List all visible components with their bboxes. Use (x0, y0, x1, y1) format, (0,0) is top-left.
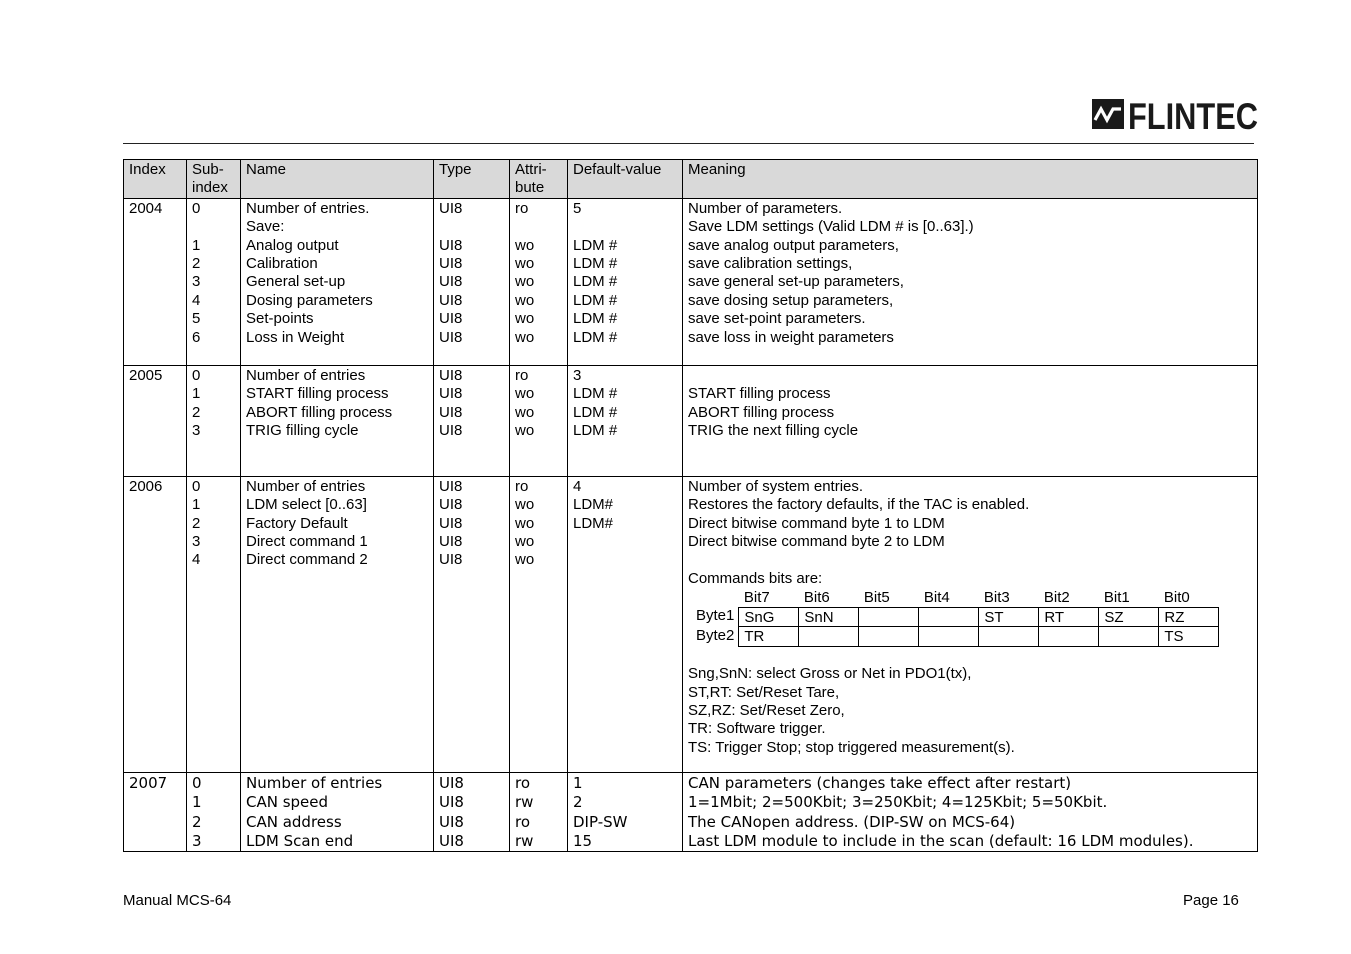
bit-header: Bit0 (1163, 589, 1190, 607)
subindex-value: 2 (192, 514, 201, 532)
type-value: UI8 (439, 533, 463, 551)
name-cell (241, 365, 434, 476)
attribute-value: wo (515, 291, 535, 309)
bit-header: Bit7 (743, 589, 770, 607)
type-value: UI8 (439, 366, 463, 384)
bit-cell: ST (979, 607, 1039, 627)
type-value: UI8 (439, 199, 463, 217)
name-value: TRIG filling cycle (246, 422, 359, 440)
type-value: UI8 (439, 291, 463, 309)
type-value: UI8 (439, 403, 463, 421)
name-value: LDM Scan end (246, 832, 354, 851)
default-value: 4 (573, 477, 582, 495)
attribute-value: wo (515, 514, 535, 532)
bit-cell: TS (1159, 627, 1219, 647)
bit-cell (919, 607, 979, 627)
default-value: LDM # (573, 291, 618, 309)
bit-header: Bit6 (803, 589, 830, 607)
index-value: 2005 (129, 366, 163, 384)
type-cell (434, 198, 510, 365)
flintec-logo (1092, 96, 1258, 137)
meaning-line: TR: Software trigger. (688, 720, 826, 738)
bit-cell (859, 607, 919, 627)
name-value: Number of entries (246, 773, 383, 792)
name-value: Save: (246, 218, 285, 236)
default-value: 2 (573, 793, 583, 812)
name-value: Direct command 2 (246, 551, 368, 569)
name-value: LDM select [0..63] (246, 496, 367, 514)
bit-cell (1039, 627, 1099, 647)
type-value: UI8 (439, 551, 463, 569)
type-value (439, 218, 504, 236)
table-header-row (124, 160, 1258, 199)
subindex-value: 2 (192, 255, 201, 273)
subindex-value: 1 (192, 496, 201, 514)
meaning-cell (683, 476, 1258, 772)
meaning-line: START filling process (688, 385, 831, 403)
bit-cell (919, 627, 979, 647)
index-value: 2007 (129, 773, 168, 792)
attribute-value: ro (515, 773, 531, 792)
subindex-value: 3 (192, 422, 201, 440)
bit-cell: RT (1039, 607, 1099, 627)
type-value: UI8 (439, 273, 463, 291)
subindex-value: 2 (192, 812, 202, 831)
subindex-value: 4 (192, 291, 201, 309)
subindex-value: 4 (192, 551, 201, 569)
name-value: Dosing parameters (246, 291, 373, 309)
bit-cell (1099, 627, 1159, 647)
header-type-text: Type (439, 161, 472, 178)
meaning-line (688, 367, 1252, 385)
index-value: 2004 (129, 199, 163, 217)
bit-cell: SnN (799, 607, 859, 627)
type-value: UI8 (439, 477, 463, 495)
attribute-cell (510, 772, 568, 852)
name-value: Number of entries. (246, 199, 370, 217)
bit-header: Bit1 (1103, 589, 1130, 607)
meaning-line: CAN parameters (changes take effect after restart) (688, 773, 1072, 792)
name-value: Number of entries (246, 477, 366, 495)
type-value: UI8 (439, 385, 463, 403)
meaning-line: Last LDM module to include in the scan (default: 16 LDM modules). (688, 832, 1194, 851)
default-value: LDM # (573, 385, 618, 403)
bit-cell (979, 627, 1039, 647)
meaning-line: Sng,SnN: select Gross or Net in PDO1(tx), (688, 665, 972, 683)
subindex-cell (187, 772, 241, 852)
meaning-cell (683, 198, 1258, 365)
meaning-line: save calibration settings, (688, 255, 853, 273)
meaning-line: Number of parameters. (688, 199, 843, 217)
default-value: LDM# (573, 514, 614, 532)
default-value: 3 (573, 366, 582, 384)
attribute-value: rw (515, 793, 534, 812)
header-attribute-text: Attri- (515, 161, 547, 178)
subindex-value: 1 (192, 236, 201, 254)
meaning-line: 1=1Mbit; 2=500Kbit; 3=250Kbit; 4=125Kbit; 5=50Kbit. (688, 793, 1108, 812)
byte-label: Byte1 (696, 607, 735, 625)
type-value: UI8 (439, 496, 463, 514)
attribute-value: wo (515, 310, 535, 328)
type-cell (434, 476, 510, 772)
name-value: Calibration (246, 255, 318, 273)
header-subindex-text: index (192, 179, 228, 197)
byte-label: Byte2 (696, 626, 735, 644)
name-cell (241, 476, 434, 772)
bit-cell: TR (739, 627, 799, 647)
attribute-value: wo (515, 273, 535, 291)
bits-row-byte1 (692, 607, 1219, 627)
name-value: Factory Default (246, 514, 348, 532)
bit-cell: RZ (1159, 607, 1219, 627)
meaning-line: Direct bitwise command byte 2 to LDM (688, 533, 945, 551)
attribute-value: ro (515, 477, 529, 495)
attribute-cell (510, 476, 568, 772)
default-value: LDM # (573, 273, 618, 291)
bit-cell (859, 627, 919, 647)
bit-cell (799, 627, 859, 647)
bit-header: Bit2 (1043, 589, 1070, 607)
attribute-value: wo (515, 328, 535, 346)
subindex-value: 3 (192, 832, 202, 851)
type-value: UI8 (439, 310, 463, 328)
type-value: UI8 (439, 832, 464, 851)
header-type (434, 160, 510, 199)
subindex-value: 1 (192, 385, 201, 403)
meaning-line (688, 551, 1252, 569)
bit-header: Bit5 (863, 589, 890, 607)
meaning-line: save loss in weight parameters (688, 328, 894, 346)
index-value: 2006 (129, 477, 163, 495)
meaning-cell (683, 365, 1258, 476)
type-value: UI8 (439, 255, 463, 273)
attribute-value: wo (515, 403, 535, 421)
meaning-line: TRIG the next filling cycle (688, 422, 859, 440)
default-value: 15 (573, 832, 593, 851)
default-value: LDM # (573, 422, 618, 440)
flintec-logo-mark (1092, 96, 1258, 137)
footer-manual-name: Manual MCS-64 (123, 892, 232, 909)
subindex-cell (187, 198, 241, 365)
default-value: DIP-SW (573, 812, 628, 831)
logo-text: FLINTEC (1128, 96, 1258, 137)
header-default-value (568, 160, 683, 199)
footer-page-number: Page 16 (1183, 892, 1239, 909)
index-cell (124, 772, 187, 852)
subindex-value: 0 (192, 199, 201, 217)
default-cell (568, 198, 683, 365)
meaning-line: Restores the factory defaults, if the TAC is enabled. (688, 496, 1030, 514)
default-value: LDM # (573, 255, 618, 273)
subindex-value: 0 (192, 366, 201, 384)
attribute-value: rw (515, 832, 534, 851)
type-cell (434, 365, 510, 476)
header-name-text: Name (246, 161, 287, 178)
header-name (241, 160, 434, 199)
command-bits-table (692, 588, 1219, 647)
attribute-value: wo (515, 422, 535, 440)
header-attribute-text: bute (515, 179, 545, 197)
meaning-line: The CANopen address. (DIP-SW on MCS-64) (688, 812, 1016, 831)
table-row (124, 772, 1258, 852)
attribute-value: ro (515, 812, 531, 831)
type-value: UI8 (439, 773, 464, 792)
attribute-value: wo (515, 533, 535, 551)
meaning-line: SZ,RZ: Set/Reset Zero, (688, 701, 845, 719)
header-rule (123, 143, 1254, 144)
subindex-cell (187, 476, 241, 772)
header-attribute (510, 160, 568, 199)
name-value: Set-points (246, 310, 314, 328)
attribute-cell (510, 365, 568, 476)
subindex-value: 1 (192, 793, 202, 812)
name-value: CAN speed (246, 793, 329, 812)
index-cell (124, 476, 187, 772)
meaning-cell (683, 772, 1258, 852)
name-value: Loss in Weight (246, 328, 345, 346)
meaning-line: Save LDM settings (Valid LDM # is [0..63].) (688, 218, 974, 236)
meaning-line: ABORT filling process (688, 403, 835, 421)
table-row (124, 476, 1258, 772)
type-value: UI8 (439, 328, 463, 346)
header-subindex (187, 160, 241, 199)
attribute-value: wo (515, 236, 535, 254)
name-value: ABORT filling process (246, 403, 393, 421)
subindex-value: 5 (192, 310, 201, 328)
meaning-line: Commands bits are: (688, 569, 823, 587)
subindex-cell (187, 365, 241, 476)
bit-cell: SZ (1099, 607, 1159, 627)
default-value: LDM # (573, 328, 618, 346)
default-cell (568, 476, 683, 772)
bits-row-byte2 (692, 627, 1219, 647)
type-value: UI8 (439, 812, 464, 831)
table-row (124, 365, 1258, 476)
name-cell (241, 772, 434, 852)
object-dictionary-table (123, 159, 1258, 852)
bit-header: Bit3 (983, 589, 1010, 607)
default-cell (568, 365, 683, 476)
attribute-value: wo (515, 551, 535, 569)
subindex-value: 0 (192, 773, 202, 792)
type-value: UI8 (439, 422, 463, 440)
type-value: UI8 (439, 514, 463, 532)
default-value (573, 551, 677, 569)
subindex-value: 3 (192, 273, 201, 291)
type-value: UI8 (439, 793, 464, 812)
default-cell (568, 772, 683, 852)
header-meaning-text: Meaning (688, 161, 746, 178)
bit-cell: SnG (739, 607, 799, 627)
meaning-line: ST,RT: Set/Reset Tare, (688, 683, 840, 701)
header-subindex-text: Sub- (192, 161, 224, 178)
name-value: CAN address (246, 812, 342, 831)
table-row (124, 198, 1258, 365)
default-value (573, 218, 677, 236)
name-value: Direct command 1 (246, 533, 368, 551)
name-value: Number of entries (246, 366, 366, 384)
bits-header-row (692, 588, 1219, 607)
default-value: LDM # (573, 403, 618, 421)
attribute-value: wo (515, 255, 535, 273)
bit-header: Bit4 (923, 589, 950, 607)
subindex-value: 6 (192, 328, 201, 346)
subindex-value: 2 (192, 403, 201, 421)
default-value (573, 533, 677, 551)
type-cell (434, 772, 510, 852)
bits-corner (692, 588, 739, 607)
meaning-line: save dosing setup parameters, (688, 291, 894, 309)
header-index-text: Index (129, 161, 166, 178)
attribute-value: ro (515, 366, 529, 384)
attribute-cell (510, 198, 568, 365)
meaning-line: Number of system entries. (688, 477, 864, 495)
type-value: UI8 (439, 236, 463, 254)
header-meaning (683, 160, 1258, 199)
attribute-value: wo (515, 385, 535, 403)
default-value: 5 (573, 199, 582, 217)
subindex-value: 3 (192, 533, 201, 551)
attribute-value: ro (515, 199, 529, 217)
meaning-line: Direct bitwise command byte 1 to LDM (688, 514, 945, 532)
header-index (124, 160, 187, 199)
meaning-line: save analog output parameters, (688, 236, 899, 254)
name-value: General set-up (246, 273, 346, 291)
name-cell (241, 198, 434, 365)
default-value: LDM # (573, 310, 618, 328)
attribute-value (515, 218, 562, 236)
subindex-value (192, 218, 235, 236)
index-cell (124, 365, 187, 476)
name-value: Analog output (246, 236, 339, 254)
meaning-line: save general set-up parameters, (688, 273, 904, 291)
header-default-value-text: Default-value (573, 161, 662, 178)
subindex-value: 0 (192, 477, 201, 495)
default-value: LDM# (573, 496, 614, 514)
default-value: 1 (573, 773, 583, 792)
attribute-value: wo (515, 496, 535, 514)
meaning-line: save set-point parameters. (688, 310, 866, 328)
index-cell (124, 198, 187, 365)
name-value: START filling process (246, 385, 389, 403)
meaning-line: TS: Trigger Stop; stop triggered measurement(s). (688, 738, 1015, 756)
default-value: LDM # (573, 236, 618, 254)
meaning-spacer (688, 647, 1252, 665)
